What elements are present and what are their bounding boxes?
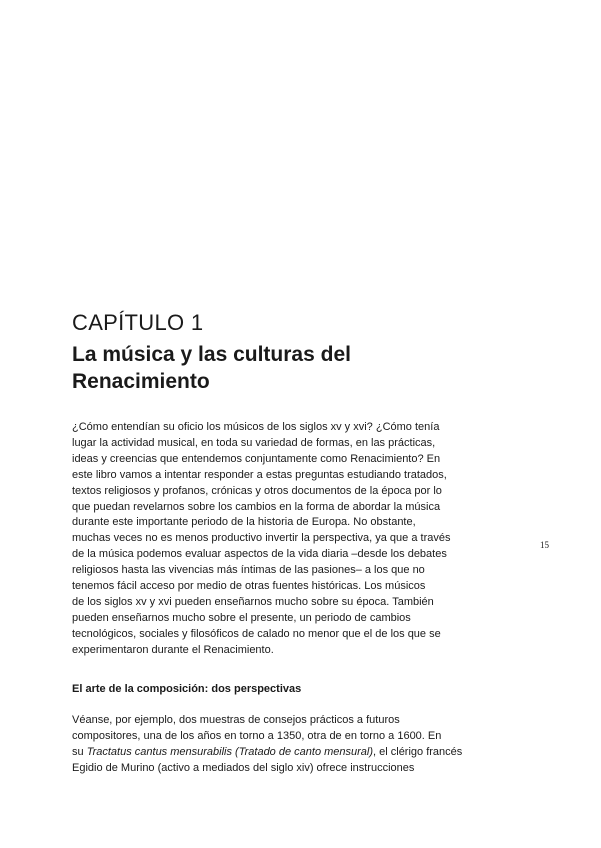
text-line: durante este importante periodo de la historia de Europa. No obstante, [72,516,416,529]
text-line: experimentaron durante el Renacimiento. [72,643,274,656]
text-line [72,745,509,761]
treatise-title: Tractatus cantus mensurabilis (Tratado de canto mensural) [86,745,374,758]
section-heading: El arte de la composición: dos perspectivas [72,683,302,695]
text-line: muchas veces no es menos productivo invertir la perspectiva, ya que a través [72,532,451,545]
body-paragraph [72,420,509,659]
text-line: religiosos hasta las vivencias más íntimas de las pasiones– a los que no [72,564,425,577]
chapter-title [72,341,512,395]
text-line: este libro vamos a intentar responder a estas preguntas estudiando tratados, [72,468,447,481]
text-segment: su [72,745,87,758]
text-line: textos religiosos y profanos, crónicas y otros documentos de la época por lo [72,484,442,497]
text-line: que puedan revelarnos sobre los cambios en la forma de abordar la música [72,500,441,513]
text-line: Egidio de Murino (activo a mediados del siglo xiv) ofrece instrucciones [72,761,415,774]
chapter-title-line: La música y las culturas del [72,343,351,366]
text-line: ideas y creencias que entendemos conjuntamente como Renacimiento? En [72,452,441,465]
text-line: de los siglos xv y xvi pueden enseñarnos mucho sobre su época. También [72,595,434,608]
text-line: ¿Cómo entendían su oficio los músicos de los siglos xv y xvi? ¿Cómo tenía [72,421,440,433]
text-line: tecnológicos, sociales y filosóficos de calado no menor que el de los que se [72,627,441,640]
text-line: compositores, una de los años en torno a 1350, otra de en torno a 1600. En [72,729,442,742]
text-line: pueden enseñarnos mucho sobre el presente, un periodo de cambios [72,611,411,624]
text-line: de la música podemos evaluar aspectos de la vida diaria –desde los debates [72,548,447,561]
page-number: 15 [540,540,549,550]
text-line: lugar la actividad musical, en toda su variedad de formas, en las prácticas, [72,436,436,449]
text-line: Véanse, por ejemplo, dos muestras de consejos prácticos a futuros [72,714,400,726]
section-paragraph [72,713,509,777]
chapter-title-line: Renacimiento [72,370,210,393]
text-segment: , el clérigo francés [373,745,463,758]
text-line: tenemos fácil acceso por medio de otras fuentes históricas. Los músicos [72,580,426,593]
chapter-label: CAPÍTULO 1 [72,310,204,335]
